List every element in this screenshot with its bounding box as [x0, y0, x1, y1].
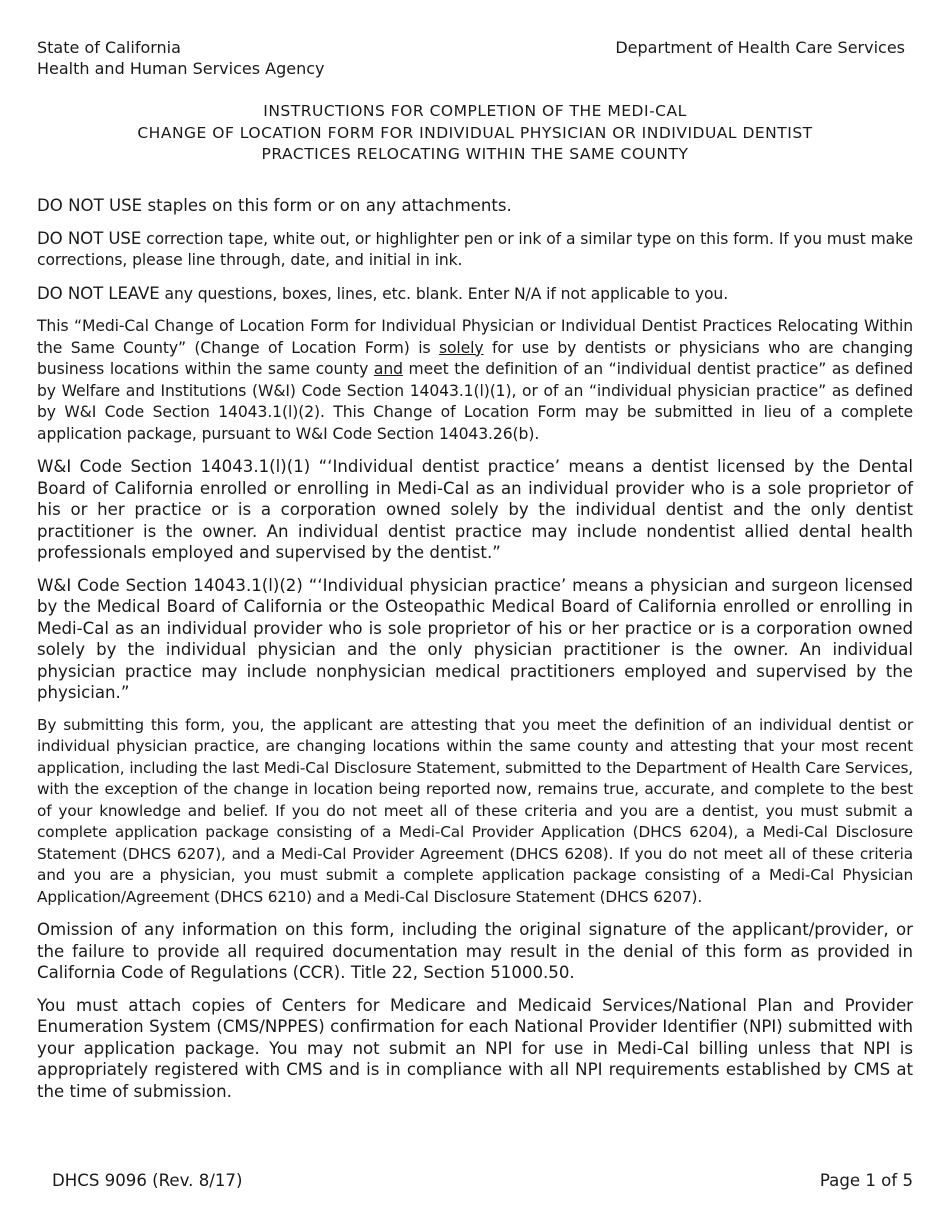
- purpose-emphasis-solely: solely: [438, 338, 484, 357]
- npi-paragraph: You must attach copies of Centers for Medicare and Medicaid Services/National Plan and Provider Enumeration System (CMS/NPPES) confirmation for each National Provider Identifier (NPI) submitted with your application package. You may not submit an NPI for use in Medi-Cal billing unless that NPI is appropriately registered with CMS and is in compliance with all NPI requirements established by CMS at the time of submission.: [37, 995, 913, 1101]
- header-right: [615, 37, 905, 58]
- instruction-text: staples on this form or on any attachments.: [142, 196, 512, 215]
- department-name: Department of Health Care Services: [615, 38, 905, 57]
- instruction-blank: [37, 283, 913, 306]
- page-title: [37, 101, 913, 166]
- purpose-text-3: meet the definition of an “individual dentist practice” as defined by Welfare and Institutions (W&I) Code Section 14043.1(l)(1), or of an “individual physician practice” as defined by W&I Code Section 14043.1(l)(2). This Change of Location Form may be submitted in lieu of a complete application package, pursuant to W&I Code Section 14043.26(b).: [37, 360, 913, 443]
- purpose-text-1: This “Medi-Cal Change of Location Form for Individual Physician or Individual Dentist Practices Relocating Within the Same County” (Change of Location Form) is: [37, 317, 913, 357]
- instruction-correction: [37, 228, 913, 272]
- instruction-text: correction tape, white out, or highlighter pen or ink of a similar type on this form. If you must make corrections, please line through, date, and initial in ink.: [37, 229, 913, 269]
- instruction-lead: DO NOT LEAVE: [37, 283, 160, 303]
- form-purpose-paragraph: [37, 316, 913, 445]
- instruction-lead: DO NOT USE: [37, 228, 142, 248]
- agency-name: Health and Human Services Agency: [37, 59, 325, 78]
- page-number: Page 1 of 5: [819, 1171, 913, 1190]
- state-name: State of California: [37, 38, 181, 57]
- dentist-definition-paragraph: W&I Code Section 14043.1(l)(1) “‘Individual dentist practice’ means a dentist licensed by the Dental Board of California enrolled or enrolling in Medi-Cal as an individual provider who is a sole proprietor of his or her practice or is a corporation owned solely by the individual dentist and the only dentist practitioner is the owner. An individual dentist practice may include nondentist allied dental health professionals employed and supervised by the dentist.”: [37, 457, 913, 562]
- instructions-body: [37, 195, 913, 1102]
- header-left: [37, 37, 325, 79]
- title-line-3: PRACTICES RELOCATING WITHIN THE SAME COUNTY: [261, 145, 689, 163]
- physician-definition-paragraph: W&I Code Section 14043.1(l)(2) “‘Individual physician practice’ means a physician and surgeon licensed by the Medical Board of California or the Osteopathic Medical Board of California enrolled or enrolling in Medi-Cal as an individual provider who is sole proprietor of his or her practice or is a corporation owned solely by the individual physician and the only physician practitioner is the owner. An individual physician practice may include nonphysician medical practitioners employed and supervised by the physician.”: [37, 575, 913, 702]
- title-line-2: CHANGE OF LOCATION FORM FOR INDIVIDUAL PHYSICIAN OR INDIVIDUAL DENTIST: [137, 123, 813, 142]
- instruction-lead: DO NOT USE: [37, 196, 143, 215]
- instruction-text: any questions, boxes, lines, etc. blank. Enter N/A if not applicable to you.: [159, 284, 729, 303]
- purpose-emphasis-and: and: [373, 360, 403, 378]
- omission-paragraph: Omission of any information on this form, including the original signature of the applicant/provider, or the failure to provide all required documentation may result in the denial of this form as provided in California Code of Regulations (CCR). Title 22, Section 51000.50.: [37, 920, 913, 982]
- form-number: DHCS 9096 (Rev. 8/17): [52, 1171, 243, 1190]
- title-line-1: INSTRUCTIONS FOR COMPLETION OF THE MEDI-CAL: [263, 102, 687, 120]
- attestation-paragraph: By submitting this form, you, the applicant are attesting that you meet the definition of an individual dentist or individual physician practice, are changing locations within the same county and attesting that your most recent application, including the last Medi-Cal Disclosure Statement, submitted to the Department of Health Care Services, with the exception of the change in location being reported now, remains true, accurate, and complete to the best of your knowledge and belief. If you do not meet all of these criteria and you are a dentist, you must submit a complete application package consisting of a Medi-Cal Provider Application (DHCS 6204), a Medi-Cal Disclosure Statement (DHCS 6207), and a Medi-Cal Provider Agreement (DHCS 6208). If you do not meet all of these criteria and you are a physician, you must submit a complete application package consisting of a Medi-Cal Physician Application/Agreement (DHCS 6210) and a Medi-Cal Disclosure Statement (DHCS 6207).: [37, 715, 913, 906]
- purpose-text-2: for use by dentists or physicians who are changing business locations within the same county: [37, 338, 913, 378]
- instruction-staples: [37, 195, 913, 217]
